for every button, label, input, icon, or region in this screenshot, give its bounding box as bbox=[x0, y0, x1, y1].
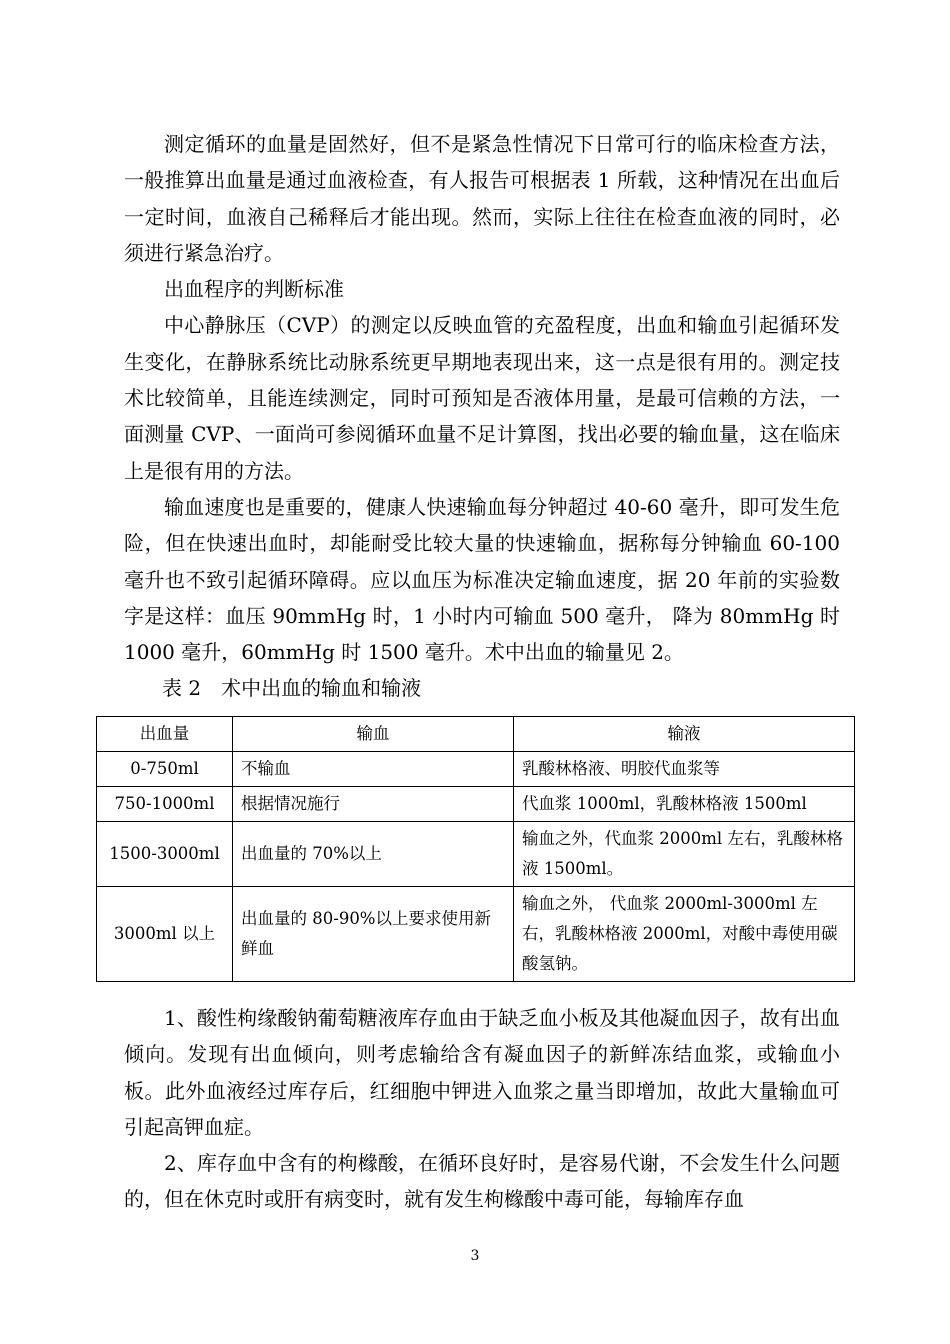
paragraph-cvp: 中心静脉压（CVP）的测定以反映血管的充盈程度，出血和输血引起循环发生变化，在静脉系统比动脉系统更早期地表现出来，这一点是很有用的。测定技术比较简单，且能连续测定，同时可预知是否液体用量，是最可信赖的方法，一面测量 CVP、一面尚可参阅循环血量不足计算图，找出必要的输血量，这在临床上是很有用的方法。 bbox=[124, 313, 840, 483]
header-bleeding-volume: 出血量 bbox=[97, 717, 233, 752]
table-cell: 代血浆 1000ml，乳酸林格液 1500ml bbox=[514, 787, 855, 822]
paragraph-transfusion-speed: 输血速度也是重要的，健康人快速输血每分钟超过 40-60 毫升，即可发生危险，但在快速出血时，却能耐受比较大量的快速输血，据称每分钟输血 60-100 毫升也不致引起循环障碍。应以血压为标准决定输血速度，据 20 年前的实验数字是这样：血压 90mmHg 时，1 小时内可输血 500 毫升， 降为 80mmHg 时 1000 毫升，60mmHg 时 1500 毫升。术中出血的输量见 2。 bbox=[124, 494, 840, 665]
table-row bbox=[97, 787, 855, 822]
paragraph-item-1: 1、酸性枸缘酸钠葡萄糖液库存血由于缺乏血小板及其他凝血因子，故有出血倾向。发现有出血倾向，则考虑输给含有凝血因子的新鲜冻结血浆，或输血小板。此外血液经过库存后，红细胞中钾进入血浆之量当即增加，故此大量输血可引起高钾血症。 bbox=[124, 1006, 840, 1139]
table-cell: 不输血 bbox=[233, 752, 514, 787]
table-cell: 3000ml 以上 bbox=[97, 887, 233, 982]
section-heading: 出血程序的判断标准 bbox=[164, 277, 344, 302]
table-cell: 乳酸林格液、明胶代血浆等 bbox=[514, 752, 855, 787]
header-infusion: 输液 bbox=[514, 717, 855, 752]
table-cell: 输血之外， 代血浆 2000ml-3000ml 左右，乳酸林格液 2000ml，对酸中毒使用碳酸氢钠。 bbox=[514, 887, 855, 982]
table-header-row bbox=[97, 717, 855, 752]
body-text-top bbox=[124, 126, 840, 707]
table-cell: 出血量的 70%以上 bbox=[233, 822, 514, 887]
table-cell: 0-750ml bbox=[97, 752, 233, 787]
table-caption: 表 2 术中出血的输血和输液 bbox=[162, 676, 422, 701]
paragraph-blood-volume: 测定循环的血量是固然好，但不是紧急性情况下日常可行的临床检查方法，一般推算出血量是通过血液检查，有人报告可根据表 1 所载，这种情况在出血后一定时间，血液自己稀释后才能出现。然而，实际上往往在检查血液的同时，必须进行紧急治疗。 bbox=[124, 132, 840, 265]
body-text-bottom bbox=[124, 1000, 840, 1218]
header-transfusion: 输血 bbox=[233, 717, 514, 752]
table-cell: 750-1000ml bbox=[97, 787, 233, 822]
page-number: 3 bbox=[470, 1248, 480, 1264]
table-cell: 输血之外，代血浆 2000ml 左右，乳酸林格液 1500ml。 bbox=[514, 822, 855, 887]
table-row bbox=[97, 887, 855, 982]
table-cell: 1500-3000ml bbox=[97, 822, 233, 887]
table-cell: 根据情况施行 bbox=[233, 787, 514, 822]
table-row bbox=[97, 822, 855, 887]
table-row bbox=[97, 752, 855, 787]
table-cell: 出血量的 80-90%以上要求使用新鲜血 bbox=[233, 887, 514, 982]
transfusion-table bbox=[96, 716, 855, 982]
paragraph-item-2: 2、库存血中含有的枸橼酸，在循环良好时，是容易代谢，不会发生什么问题的，但在休克时或肝有病变时，就有发生枸橼酸中毒可能，每输库存血 bbox=[124, 1151, 840, 1212]
